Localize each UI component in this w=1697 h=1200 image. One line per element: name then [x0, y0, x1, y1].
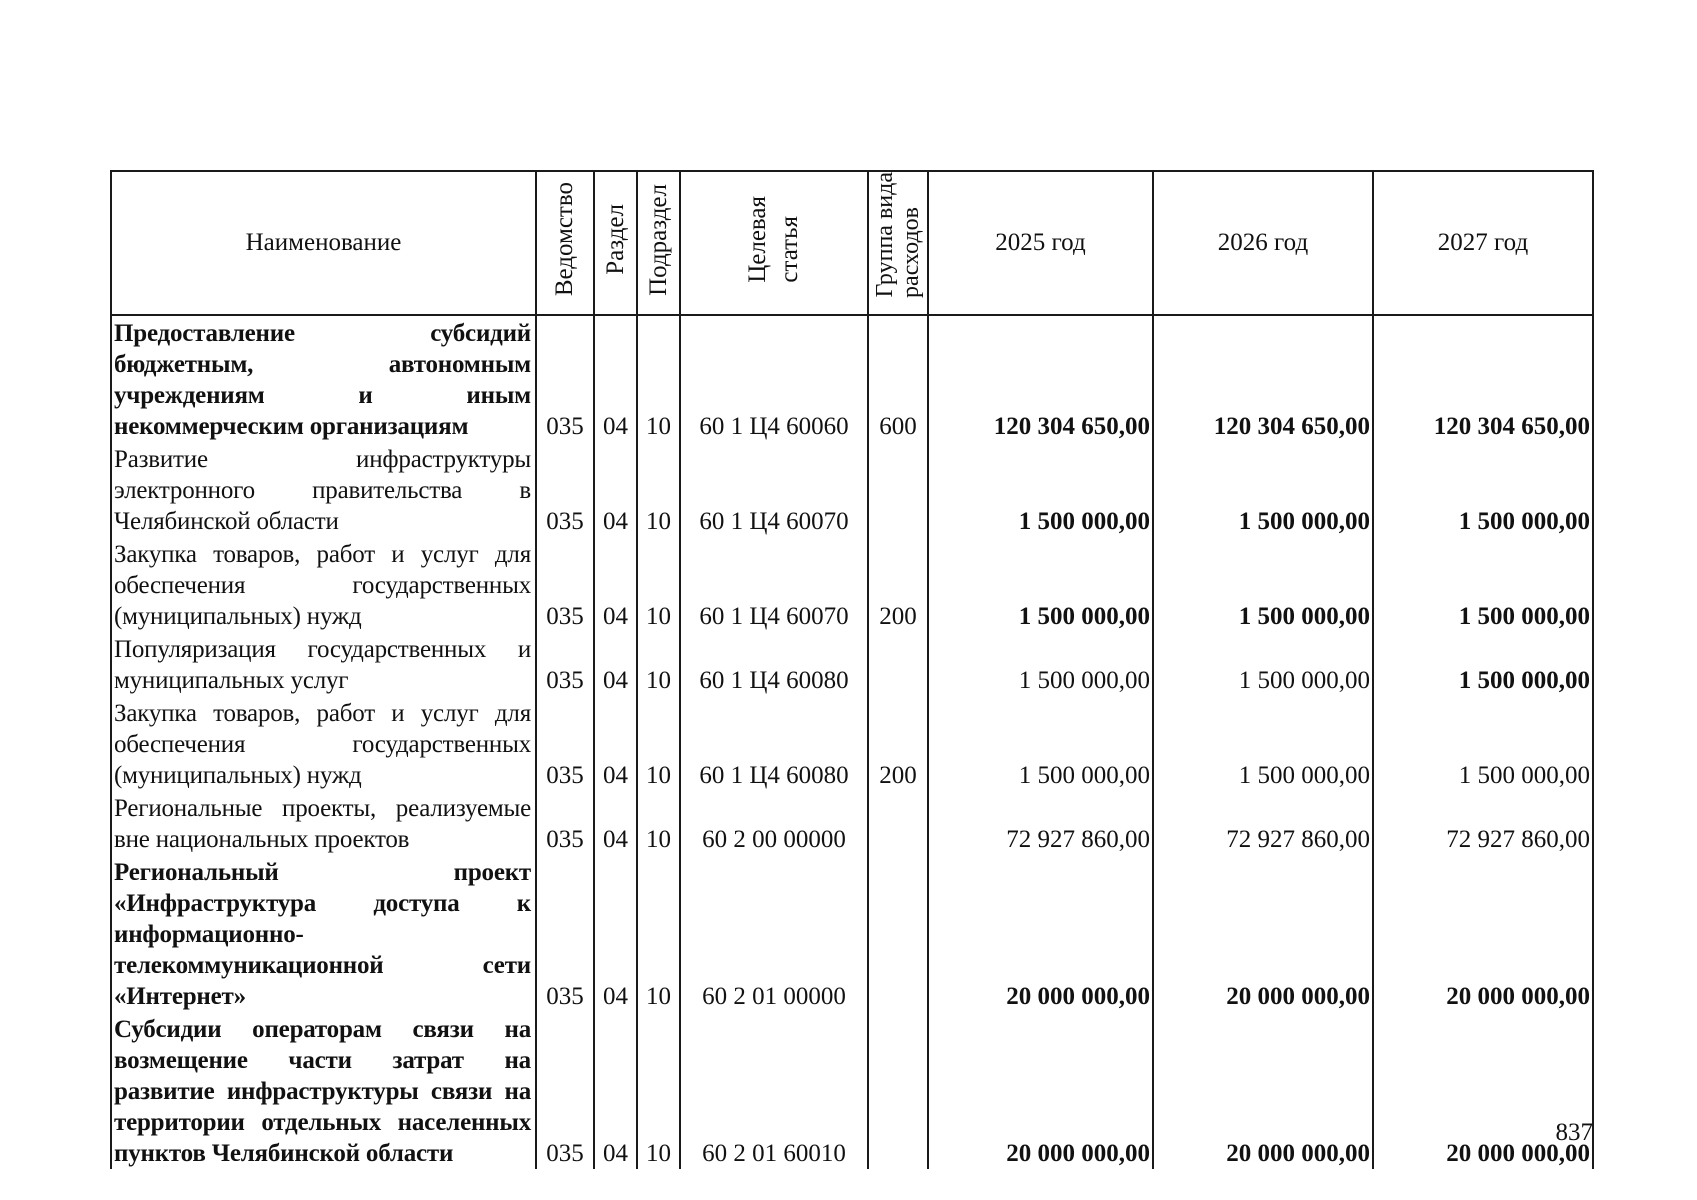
header-department: Ведомство: [536, 171, 594, 315]
row-department: 035: [536, 632, 594, 696]
row-name: Субсидии операторам связи на возмещение части затрат на развитие инфраструктуры связи на территории отдельных населенных пунктов Челябинской области: [111, 1012, 536, 1169]
table-row: [111, 1012, 1593, 1169]
row-name: Закупка товаров, работ и услуг для обеспечения государственных (муниципальных) нужд: [111, 537, 536, 632]
row-amount-2026: 120 304 650,00: [1153, 315, 1373, 442]
header-name: Наименование: [111, 171, 536, 315]
row-amount-2026: 1 500 000,00: [1153, 537, 1373, 632]
row-section: 04: [594, 442, 637, 537]
row-department: 035: [536, 1012, 594, 1169]
row-name: Предоставление субсидий бюджетным, автономным учреждениям и иным некоммерческим организациям: [111, 315, 536, 442]
row-subsection: 10: [637, 1012, 680, 1169]
row-amount-2026: 1 500 000,00: [1153, 696, 1373, 791]
table-row: [111, 855, 1593, 1012]
row-department: 035: [536, 791, 594, 855]
row-subsection: 10: [637, 632, 680, 696]
header-year-2026: 2026 год: [1153, 171, 1373, 315]
row-expense-group: [868, 442, 928, 537]
row-target-item: 60 1 Ц4 60070: [680, 442, 868, 537]
row-department: 035: [536, 442, 594, 537]
row-amount-2027: 1 500 000,00: [1373, 537, 1593, 632]
row-section: 04: [594, 855, 637, 1012]
table-header: [111, 171, 1593, 315]
row-amount-2027: 72 927 860,00: [1373, 791, 1593, 855]
row-expense-group: [868, 855, 928, 1012]
row-target-item: 60 1 Ц4 60080: [680, 632, 868, 696]
row-amount-2027: 20 000 000,00: [1373, 1012, 1593, 1169]
table-row: [111, 696, 1593, 791]
row-subsection: 10: [637, 696, 680, 791]
row-target-item: 60 2 01 60010: [680, 1012, 868, 1169]
row-target-item: 60 2 00 00000: [680, 791, 868, 855]
row-amount-2026: 72 927 860,00: [1153, 791, 1373, 855]
row-name: Региональный проект «Инфраструктура доступа к информационно-телекоммуникационной сети «Интернет»: [111, 855, 536, 1012]
table-row: [111, 442, 1593, 537]
row-expense-group: 200: [868, 537, 928, 632]
header-year-2025: 2025 год: [928, 171, 1153, 315]
row-amount-2027: 1 500 000,00: [1373, 442, 1593, 537]
row-amount-2026: 20 000 000,00: [1153, 1012, 1373, 1169]
row-amount-2025: 20 000 000,00: [928, 1012, 1153, 1169]
row-department: 035: [536, 315, 594, 442]
row-expense-group: 600: [868, 315, 928, 442]
table-row: [111, 632, 1593, 696]
row-amount-2027: 1 500 000,00: [1373, 696, 1593, 791]
row-amount-2025: 120 304 650,00: [928, 315, 1153, 442]
row-amount-2027: 120 304 650,00: [1373, 315, 1593, 442]
row-section: 04: [594, 537, 637, 632]
header-expense-group: Группа видарасходов: [868, 171, 928, 315]
row-target-item: 60 1 Ц4 60070: [680, 537, 868, 632]
row-amount-2026: 1 500 000,00: [1153, 632, 1373, 696]
row-expense-group: [868, 632, 928, 696]
row-target-item: 60 1 Ц4 60060: [680, 315, 868, 442]
row-subsection: 10: [637, 442, 680, 537]
budget-table: [110, 170, 1594, 1169]
header-target-item: Целевая статья: [680, 171, 868, 315]
row-name: Развитие инфраструктуры электронного правительства в Челябинской области: [111, 442, 536, 537]
row-amount-2025: 1 500 000,00: [928, 696, 1153, 791]
table-body: [111, 315, 1593, 1169]
page-number: 837: [1555, 1119, 1593, 1146]
row-department: 035: [536, 696, 594, 791]
row-section: 04: [594, 1012, 637, 1169]
row-amount-2026: 1 500 000,00: [1153, 442, 1373, 537]
row-section: 04: [594, 696, 637, 791]
row-amount-2027: 1 500 000,00: [1373, 632, 1593, 696]
row-name: Региональные проекты, реализуемые вне национальных проектов: [111, 791, 536, 855]
row-name: Популяризация государственных и муниципальных услуг: [111, 632, 536, 696]
row-amount-2027: 20 000 000,00: [1373, 855, 1593, 1012]
row-amount-2025: 1 500 000,00: [928, 442, 1153, 537]
row-amount-2025: 1 500 000,00: [928, 537, 1153, 632]
header-section: Раздел: [594, 171, 637, 315]
header-subsection: Подраздел: [637, 171, 680, 315]
row-subsection: 10: [637, 855, 680, 1012]
header-row: [111, 171, 1593, 315]
header-year-2027: 2027 год: [1373, 171, 1593, 315]
row-subsection: 10: [637, 791, 680, 855]
table-row: [111, 315, 1593, 442]
row-department: 035: [536, 537, 594, 632]
row-amount-2025: 1 500 000,00: [928, 632, 1153, 696]
row-expense-group: [868, 1012, 928, 1169]
row-amount-2025: 20 000 000,00: [928, 855, 1153, 1012]
table-row: [111, 791, 1593, 855]
row-section: 04: [594, 791, 637, 855]
row-target-item: 60 2 01 00000: [680, 855, 868, 1012]
row-amount-2026: 20 000 000,00: [1153, 855, 1373, 1012]
row-expense-group: 200: [868, 696, 928, 791]
row-department: 035: [536, 855, 594, 1012]
row-subsection: 10: [637, 537, 680, 632]
row-target-item: 60 1 Ц4 60080: [680, 696, 868, 791]
row-subsection: 10: [637, 315, 680, 442]
row-name: Закупка товаров, работ и услуг для обеспечения государственных (муниципальных) нужд: [111, 696, 536, 791]
row-amount-2025: 72 927 860,00: [928, 791, 1153, 855]
row-section: 04: [594, 315, 637, 442]
table-row: [111, 537, 1593, 632]
row-expense-group: [868, 791, 928, 855]
row-section: 04: [594, 632, 637, 696]
